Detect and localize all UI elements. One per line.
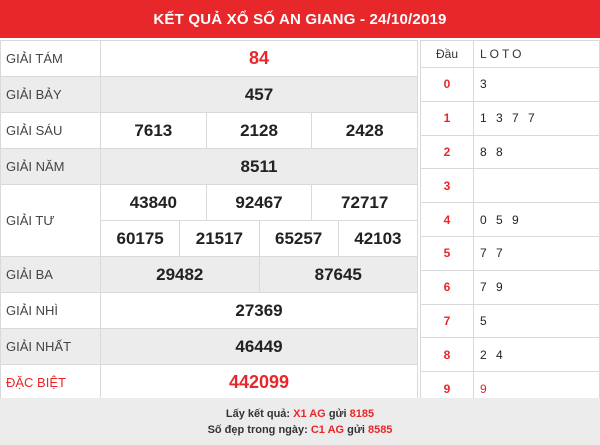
prize-label: GIẢI NĂM bbox=[1, 149, 101, 185]
loto-head: 6 bbox=[421, 270, 474, 304]
special-prize-value: 442099 bbox=[228, 372, 290, 392]
prize-label: GIẢI NHẤT bbox=[1, 329, 101, 365]
loto-head: 9 bbox=[421, 372, 474, 406]
prize-value: 2428 bbox=[311, 113, 417, 148]
loto-tail: 3 bbox=[474, 68, 600, 102]
sms-lucky-mid: gửi bbox=[347, 423, 365, 436]
loto-tail: 7 9 bbox=[474, 270, 600, 304]
loto-head: 0 bbox=[421, 68, 474, 102]
sms-result-code: X1 AG bbox=[293, 407, 326, 420]
loto-row bbox=[421, 203, 600, 237]
prize-row bbox=[1, 365, 418, 401]
loto-head: 4 bbox=[421, 203, 474, 237]
loto-tail-header: LOTO bbox=[474, 41, 600, 68]
loto-row bbox=[421, 101, 600, 135]
prize-row bbox=[1, 41, 418, 77]
prize-value: 29482 bbox=[156, 264, 204, 284]
loto-head: 3 bbox=[421, 169, 474, 203]
prize-row bbox=[1, 113, 418, 149]
loto-head-header: Đầu bbox=[421, 41, 474, 68]
page-title: KẾT QUẢ XỔ SỐ AN GIANG - 24/10/2019 bbox=[0, 0, 600, 38]
loto-head: 8 bbox=[421, 338, 474, 372]
loto-tail: 8 8 bbox=[474, 135, 600, 169]
loto-row bbox=[421, 270, 600, 304]
prize-row bbox=[1, 329, 418, 365]
prize-row bbox=[1, 257, 418, 293]
sms-lucky-line bbox=[208, 424, 393, 436]
loto-tail bbox=[474, 169, 600, 203]
loto-row bbox=[421, 135, 600, 169]
loto-tail: 0 5 9 bbox=[474, 203, 600, 237]
sms-result-mid: gửi bbox=[328, 407, 347, 420]
prize-value: 43840 bbox=[129, 192, 177, 212]
sms-lucky-code: C1 AG bbox=[310, 423, 345, 436]
prize-row bbox=[1, 77, 418, 113]
loto-head: 7 bbox=[421, 304, 474, 338]
prize-value: 84 bbox=[248, 48, 270, 68]
sms-result-number: 8185 bbox=[349, 407, 375, 420]
prize-value: 65257 bbox=[259, 221, 338, 256]
prize-value: 27369 bbox=[235, 300, 283, 320]
loto-row bbox=[421, 338, 600, 372]
sms-result-prefix: Lấy kết quả: bbox=[225, 407, 291, 420]
loto-tail: 5 bbox=[474, 304, 600, 338]
sms-footer bbox=[0, 398, 600, 445]
prize-label: GIẢI TƯ bbox=[1, 185, 101, 257]
prize-label: ĐẶC BIỆT bbox=[1, 365, 101, 401]
prize-table bbox=[0, 40, 418, 401]
prize-row bbox=[1, 293, 418, 329]
prize-value: 8511 bbox=[240, 156, 278, 176]
loto-row bbox=[421, 169, 600, 203]
prize-value: 87645 bbox=[259, 257, 418, 292]
prize-label: GIẢI BẢY bbox=[1, 77, 101, 113]
loto-table bbox=[420, 40, 600, 406]
loto-tail: 1 3 7 7 bbox=[474, 101, 600, 135]
loto-header-row bbox=[421, 41, 600, 68]
prize-label: GIẢI BA bbox=[1, 257, 101, 293]
loto-tail: 7 7 bbox=[474, 236, 600, 270]
sms-result-line bbox=[226, 408, 374, 420]
prize-value: 21517 bbox=[179, 221, 258, 256]
prize-label: GIẢI TÁM bbox=[1, 41, 101, 77]
sms-lucky-prefix: Số đẹp trong ngày: bbox=[207, 423, 308, 436]
prize-row bbox=[1, 149, 418, 185]
prize-value: 7613 bbox=[134, 120, 173, 140]
prize-label: GIẢI SÁU bbox=[1, 113, 101, 149]
prize-value: 72717 bbox=[311, 185, 417, 220]
prize-value: 92467 bbox=[206, 185, 312, 220]
loto-tail: 2 4 bbox=[474, 338, 600, 372]
loto-tail: 9 bbox=[474, 372, 600, 406]
loto-head: 1 bbox=[421, 101, 474, 135]
prize-row bbox=[1, 185, 418, 221]
prize-value: 457 bbox=[244, 84, 274, 104]
sms-lucky-number: 8585 bbox=[367, 423, 393, 436]
prize-label: GIẢI NHÌ bbox=[1, 293, 101, 329]
prize-value: 42103 bbox=[338, 221, 417, 256]
loto-head: 5 bbox=[421, 236, 474, 270]
prize-value: 2128 bbox=[206, 113, 312, 148]
loto-row bbox=[421, 304, 600, 338]
loto-head: 2 bbox=[421, 135, 474, 169]
loto-row bbox=[421, 68, 600, 102]
prize-value: 46449 bbox=[235, 336, 283, 356]
prize-value: 60175 bbox=[116, 228, 164, 248]
loto-row bbox=[421, 236, 600, 270]
